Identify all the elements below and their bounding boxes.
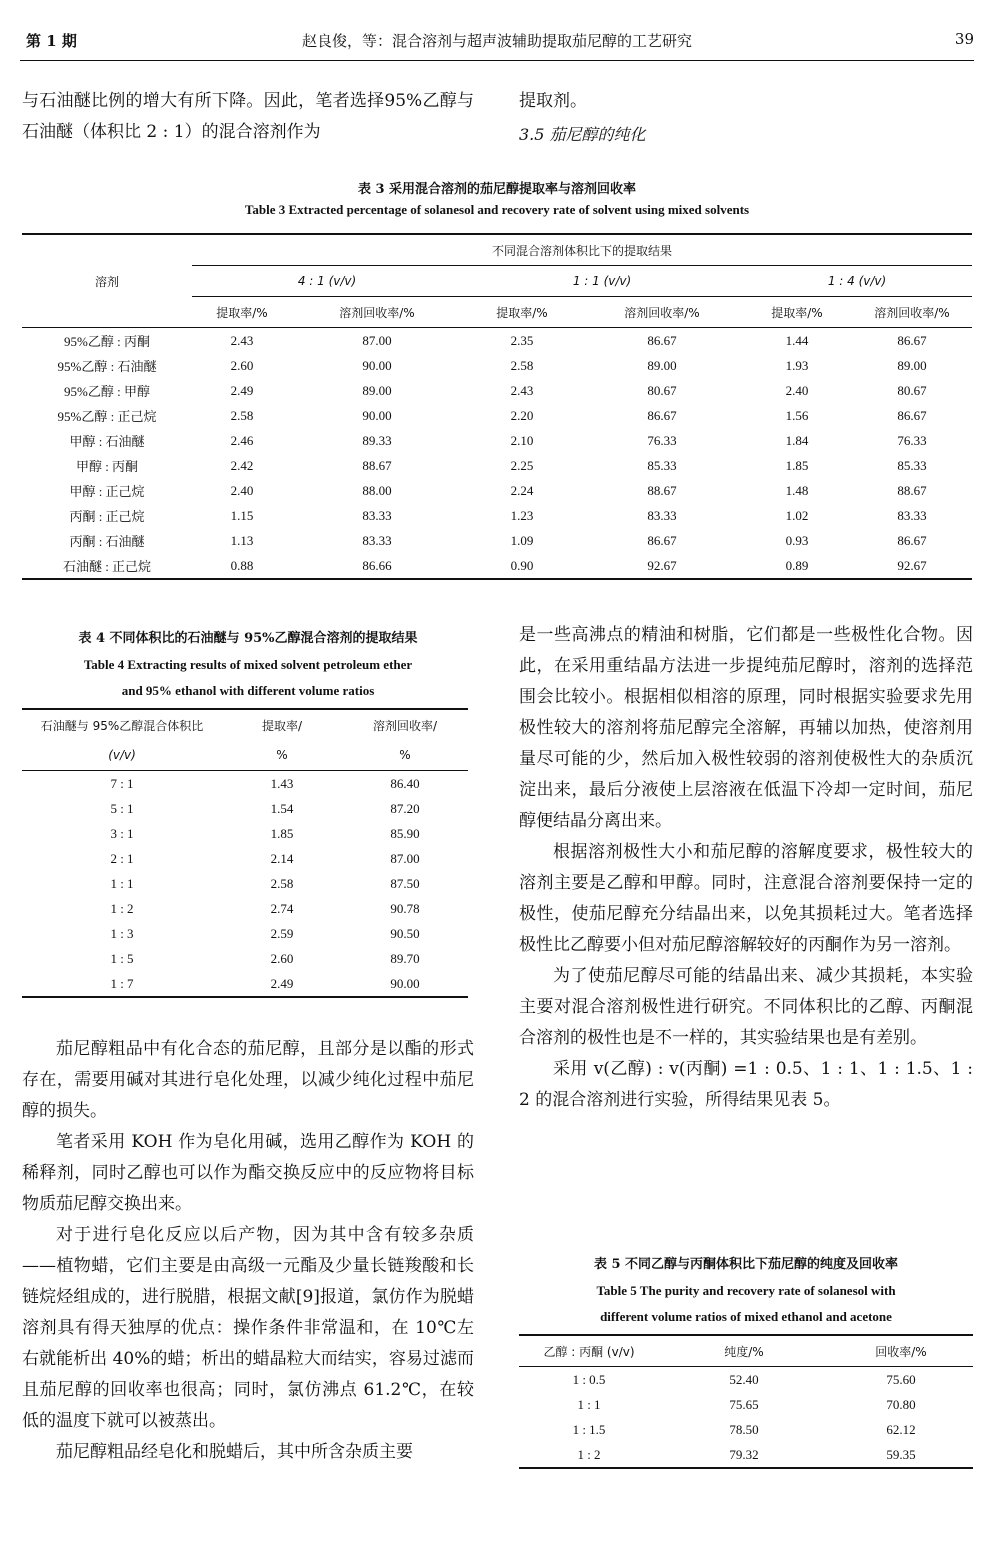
table3-cell-value: 2.24 [510,482,534,498]
table4-cell-value: 85.90 [390,825,420,841]
table3-cell-value: 86.67 [647,407,677,423]
table4-cell-value: 90.50 [390,925,420,941]
table4-row [22,971,468,997]
table5-caption [519,1252,973,1330]
running-header [20,30,974,54]
right-paragraph: 根据溶剂极性大小和茄尼醇的溶解度要求，极性较大的溶剂主要是乙醇和甲醇。同时，注意混合溶剂要保持一定的极性，使茄尼醇充分结晶出来，以免其损耗过大。笔者选择极性比乙醇要小但对茄尼醇溶解较好的丙酮作为另一溶剂。 [519,842,973,955]
table3-cell-value: 1.13 [230,532,254,548]
table4-cell-ratio: 5 : 1 [110,800,134,816]
table4-cell-value: 2.74 [270,900,294,916]
table3-cell-value: 1.09 [510,532,534,548]
table3-cell-solvent: 95%乙醇 : 石油醚 [57,359,157,374]
table3-cell-value: 0.89 [742,553,852,579]
table3-cell-value: 88.67 [647,482,677,498]
table5-header-purity: 纯度/% [659,1335,829,1367]
table3-caption-cn: 表 3 采用混合溶剂的茄尼醇提取率与溶剂回收率 [357,182,637,197]
table3 [22,233,972,580]
table4-cell-ratio: 1 : 1 [110,875,134,891]
table3-header-group: 不同混合溶剂体积比下的提取结果 [192,234,972,266]
table5-cell-value: 70.80 [886,1396,916,1412]
table3-cell-value: 1.93 [785,357,809,373]
table5-cell-ratio: 1 : 1.5 [572,1421,606,1437]
table3-cell-value: 2.49 [230,382,254,398]
left-paragraph: 茄尼醇粗品经皂化和脱蜡后，其中所含杂质主要 [56,1442,413,1462]
table3-cell-solvent: 石油醚 : 正己烷 [22,553,192,579]
table3-cell-value: 2.35 [510,332,534,348]
table4-caption-cn: 表 4 不同体积比的石油醚与 95%乙醇混合溶剂的提取结果 [78,631,418,646]
table3-cell-value: 83.33 [897,507,927,523]
table3-cell-value: 90.00 [362,407,392,423]
table4-header-ratio: 石油醚与 95%乙醇混合体积比 [22,709,222,740]
table3-cell-value: 83.33 [362,532,392,548]
table3-row [22,478,972,503]
table3-row [22,453,972,478]
table5 [519,1334,973,1469]
table3-cell-value: 80.67 [897,382,927,398]
table3-cell-value: 2.58 [510,357,534,373]
table3-cell-value: 1.56 [785,407,809,423]
table3-cell-value: 89.00 [897,357,927,373]
table3-cell-value: 80.67 [647,382,677,398]
table4-header-extract: 提取率/ [222,709,342,740]
table3-cell-value: 89.00 [362,382,392,398]
table3-row [22,553,972,579]
table3-row [22,528,972,553]
table3-cell-value: 1.15 [230,507,254,523]
right-paragraph: 是一些高沸点的精油和树脂，它们都是一些极性化合物。因此，在采用重结晶方法进一步提纯茄尼醇时，溶剂的选择范围会比较小。根据相似相溶的原理，同时根据实验要求先用极性较大的溶剂将茄尼醇完全溶解，再辅以加热，使溶剂用量尽可能的少，然后加入极性较弱的溶剂使极性大的杂质沉淀出来，最后分液使上层溶液在低温下冷却一定时间，茄尼醇便结晶分离出来。 [519,625,973,831]
table4-cell-value: 87.20 [390,800,420,816]
table3-row [22,353,972,378]
running-title: 赵良俊，等：混合溶剂与超声波辅助提取茄尼醇的工艺研究 [301,32,692,50]
table3-cell-value: 86.67 [897,332,927,348]
table3-cell-value: 76.33 [647,432,677,448]
table4-cell-ratio: 2 : 1 [110,850,134,866]
table5-row [519,1367,973,1393]
table3-sub-recovery: 溶剂回收率/% [292,297,462,328]
table5-cell-value: 79.32 [659,1442,829,1468]
table4-caption-en-2: and 95% ethanol with different volume ratios [121,683,375,698]
table3-cell-value: 2.40 [230,482,254,498]
table3-cell-solvent: 95%乙醇 : 正己烷 [57,409,157,424]
table5-cell-ratio: 1 : 2 [519,1442,659,1468]
table5-row [519,1417,973,1442]
table3-cell-value: 2.43 [510,382,534,398]
table5-cell-value: 75.60 [886,1371,916,1387]
table4-row [22,896,468,921]
table3-cell-value: 1.84 [785,432,809,448]
table3-cell-value: 0.88 [192,553,292,579]
table4-row [22,946,468,971]
table5-caption-cn: 表 5 不同乙醇与丙酮体积比下茄尼醇的纯度及回收率 [593,1257,899,1272]
table4-cell-ratio: 1 : 3 [110,925,134,941]
table3-row [22,378,972,403]
right-paragraph: 采用 v(乙醇) : v(丙酮) =1 : 0.5、1 : 1、1 : 1.5、1 : 2 的混合溶剂进行实验，所得结果见表 5。 [519,1059,973,1110]
table4-cell-value: 87.00 [390,850,420,866]
table4-row [22,821,468,846]
table3-cell-solvent: 丙酮 : 石油醚 [69,534,145,549]
table3-cell-value: 2.10 [510,432,534,448]
page-number: 39 [954,30,974,48]
table4-cell-ratio: 1 : 7 [22,971,222,997]
left-paragraph: 茄尼醇粗品中有化合态的茄尼醇，且部分是以酯的形式存在，需要用碱对其进行皂化处理，以减少纯化过程中茄尼醇的损失。 [22,1039,474,1121]
table3-cell-solvent: 甲醇 : 丙酮 [75,459,139,474]
table5-header-recovery: 回收率/% [829,1335,973,1367]
top-right-paragraph: 提取剂。 [519,91,587,111]
table3-cell-solvent: 95%乙醇 : 丙酮 [64,334,150,349]
table3-cell-solvent: 丙酮 : 正己烷 [69,509,145,524]
table3-cell-value: 92.67 [582,553,742,579]
table4-cell-value: 1.54 [270,800,294,816]
table4-header-ratio-unit: (v/v) [22,740,222,771]
table3-cell-value: 83.33 [362,507,392,523]
header-rule [20,60,974,61]
table3-cell-value: 0.90 [462,553,582,579]
left-paragraph: 笔者采用 KOH 作为皂化用碱，选用乙醇作为 KOH 的稀释剂，同时乙醇也可以作为酯交换反应中的反应物将目标物质茄尼醇交换出来。 [22,1132,474,1214]
table3-cell-value: 1.02 [785,507,809,523]
table3-sub-recovery: 溶剂回收率/% [582,297,742,328]
table3-ratio-4-1: 4 : 1 (v/v) [192,266,462,297]
table3-sub-extract: 提取率/% [192,297,292,328]
table3-cell-value: 89.00 [647,357,677,373]
table5-cell-value: 59.35 [829,1442,973,1468]
table3-cell-value: 2.58 [230,407,254,423]
table3-cell-value: 2.60 [230,357,254,373]
table3-cell-value: 86.66 [292,553,462,579]
table3-cell-value: 85.33 [897,457,927,473]
table3-cell-solvent: 95%乙醇 : 甲醇 [64,384,150,399]
table4-header-recovery: 溶剂回收率/ [342,709,468,740]
table5-caption-en-2: different volume ratios of mixed ethanol and acetone [600,1309,892,1324]
table3-row [22,403,972,428]
table4-row [22,796,468,821]
table3-cell-value: 1.85 [785,457,809,473]
table3-cell-value: 1.48 [785,482,809,498]
table3-cell-value: 1.23 [510,507,534,523]
right-paragraph: 为了使茄尼醇尽可能的结晶出来、减少其损耗，本实验主要对混合溶剂极性进行研究。不同体积比的乙醇、丙酮混合溶剂的极性也是不一样的，其实验结果也是有差别。 [519,966,973,1048]
top-left-paragraph: 与石油醚比例的增大有所下降。因此，笔者选择95%乙醇与石油醚（体积比 2 : 1）的混合溶剂作为 [22,91,474,142]
table3-cell-value: 86.67 [897,532,927,548]
table3-cell-value: 83.33 [647,507,677,523]
table3-cell-value: 88.00 [362,482,392,498]
table5-cell-ratio: 1 : 1 [577,1396,601,1412]
table3-cell-value: 0.93 [785,532,809,548]
table4-cell-value: 90.78 [390,900,420,916]
table5-cell-value: 75.65 [729,1396,759,1412]
table4-cell-value: 2.59 [270,925,294,941]
table4-row [22,921,468,946]
left-paragraph: 对于进行皂化反应以后产物，因为其中含有较多杂质——植物蜡，它们主要是由高级一元酯及少量长链羧酸和长链烷烃组成的，进行脱腊，根据文献[9]报道，氯仿作为脱蜡溶剂具有得天独厚的优点：操作条件非常温和，在 10℃左右就能析出 40%的蜡；析出的蜡晶粒大而结实，容易过滤而且茄尼醇的回收率也很高；同时，氯仿沸点 61.2℃，在较低的温度下就可以被蒸出。 [22,1225,474,1431]
table4 [22,708,468,998]
table3-cell-solvent: 甲醇 : 石油醚 [69,434,145,449]
table3-ratio-1-1: 1 : 1 (v/v) [462,266,742,297]
table4-cell-value: 2.14 [270,850,294,866]
table4-row [22,846,468,871]
table3-cell-value: 85.33 [647,457,677,473]
table3-cell-value: 2.40 [785,382,809,398]
table3-header-solvent: 溶剂 [22,234,192,328]
table3-sub-extract: 提取率/% [742,297,852,328]
table4-cell-ratio: 7 : 1 [110,775,134,791]
right-column-text [519,620,973,1116]
table3-cell-value: 2.46 [230,432,254,448]
table3-cell-value: 86.67 [647,532,677,548]
table4-cell-value: 1.85 [270,825,294,841]
table4-cell-value: 87.50 [390,875,420,891]
table5-header-ratio: 乙醇 : 丙酮 (v/v) [519,1335,659,1367]
table3-cell-value: 2.20 [510,407,534,423]
table3-cell-value: 92.67 [852,553,972,579]
table4-cell-value: 2.60 [270,950,294,966]
table3-row [22,503,972,528]
table4-row [22,771,468,797]
table4-cell-value: 1.43 [270,775,294,791]
table3-row [22,428,972,453]
table3-sub-extract: 提取率/% [462,297,582,328]
table4-cell-ratio: 1 : 2 [110,900,134,916]
table4-cell-ratio: 3 : 1 [110,825,134,841]
table3-cell-value: 2.42 [230,457,254,473]
table5-caption-en-1: Table 5 The purity and recovery rate of solanesol with [596,1283,896,1298]
table3-cell-value: 86.67 [897,407,927,423]
table4-row [22,871,468,896]
table4-cell-value: 89.70 [390,950,420,966]
table3-caption-en: Table 3 Extracted percentage of solanesol and recovery rate of solvent using mixed solvents [244,202,750,217]
table4-header-recovery-unit: % [342,740,468,771]
table3-sub-recovery: 溶剂回收率/% [852,297,972,328]
table4-cell-ratio: 1 : 5 [110,950,134,966]
table3-cell-value: 89.33 [362,432,392,448]
table5-cell-ratio: 1 : 0.5 [572,1371,606,1387]
table3-cell-value: 88.67 [897,482,927,498]
table4-header-extract-unit: % [222,740,342,771]
table3-cell-value: 90.00 [362,357,392,373]
table3-row [22,328,972,354]
table3-caption [22,180,972,220]
table4-cell-value: 2.58 [270,875,294,891]
table5-cell-value: 52.40 [729,1371,759,1387]
table5-cell-value: 78.50 [729,1421,759,1437]
table5-cell-value: 62.12 [886,1421,916,1437]
table5-row [519,1392,973,1417]
left-column-text [22,1034,474,1468]
table5-row [519,1442,973,1468]
table4-cell-value: 90.00 [342,971,468,997]
section-heading-3-5: 3.5 茄尼醇的纯化 [519,125,646,144]
table3-ratio-1-4: 1 : 4 (v/v) [742,266,972,297]
table3-cell-value: 2.43 [230,332,254,348]
table3-cell-solvent: 甲醇 : 正己烷 [69,484,145,499]
table3-cell-value: 76.33 [897,432,927,448]
table3-cell-value: 87.00 [362,332,392,348]
table3-cell-value: 86.67 [647,332,677,348]
table4-caption [22,626,474,704]
table4-cell-value: 2.49 [222,971,342,997]
table3-cell-value: 1.44 [785,332,809,348]
table4-caption-en-1: Table 4 Extracting results of mixed solvent petroleum ether [83,657,413,672]
table4-cell-value: 86.40 [390,775,420,791]
journal-issue: 第 1 期 [26,32,77,50]
table3-cell-value: 2.25 [510,457,534,473]
table3-cell-value: 88.67 [362,457,392,473]
